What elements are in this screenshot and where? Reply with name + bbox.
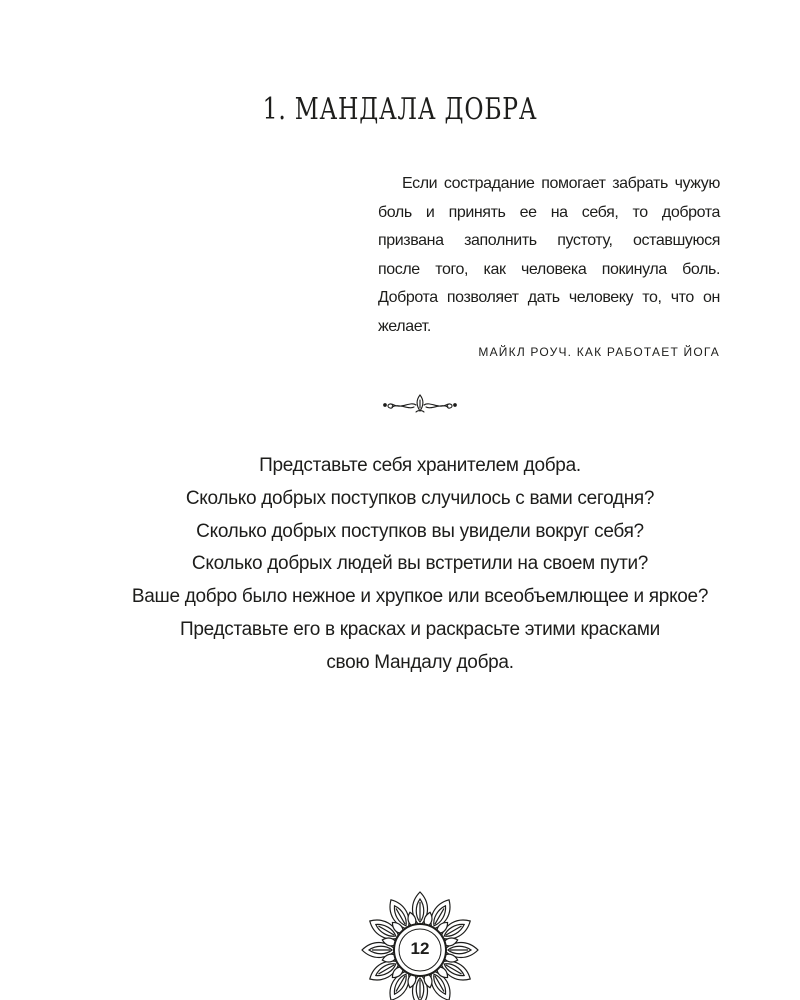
epigraph-source: МАЙКЛ РОУЧ. КАК РАБОТАЕТ ЙОГА	[478, 345, 720, 359]
body-line: Сколько добрых людей вы встретили на своем пути?	[191, 553, 649, 575]
body-line: Сколько добрых поступков вы увидели вокруг себя?	[196, 520, 644, 542]
body-line: Сколько добрых поступков случилось с вами сегодня?	[185, 487, 655, 509]
body-line: Представьте себя хранителем добра.	[259, 455, 581, 476]
epigraph	[378, 170, 720, 363]
chapter-title: 1. МАНДАЛА ДОБРА	[262, 92, 538, 127]
body-line: свою Мандалу добра.	[326, 651, 514, 673]
body-text	[100, 450, 740, 680]
page-number: 12	[410, 939, 430, 958]
body-line: Ваше добро было нежное и хрупкое или всеобъемлющее и яркое?	[131, 586, 709, 608]
body-line: Представьте его в красках и раскрасьте этими красками	[180, 618, 660, 640]
flourish-divider-icon	[380, 391, 460, 417]
epigraph-text: Если сострадание помогает забрать чужую боль и принять ее на себя, то доброта призвана заполнить пустоту, оставшуюся после того, как человека покинула боль. Доброта позволяет дать человеку то, что он желает.	[378, 175, 720, 335]
